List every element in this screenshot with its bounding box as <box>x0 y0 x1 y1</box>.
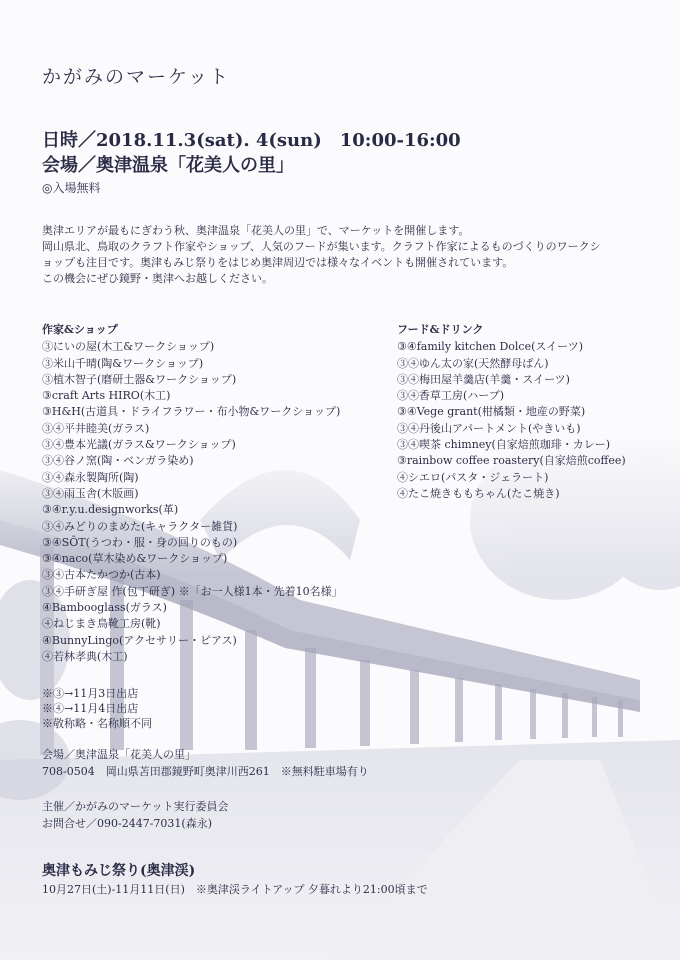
note-line: ※敬称略・名称順不同 <box>42 717 152 730</box>
market-title: かがみのマーケット <box>42 66 231 88</box>
list-item: ③④naco(草木染め&ワークショップ) <box>42 552 228 566</box>
contact-phone: お問合せ／090-2447-7031(森永) <box>42 817 212 830</box>
intro-paragraph <box>42 223 601 287</box>
list-item: ③④r.y.u.designworks(革) <box>42 503 179 517</box>
food-list-heading: フード&ドリンク <box>397 323 484 336</box>
list-item: ④BunnyLingo(アクセサリー・ピアス) <box>42 633 237 647</box>
festival-detail: 10月27日(土)-11月11日(日) ※奥津渓ライトアップ 夕暮れより21:00頃まで <box>42 883 428 896</box>
list-item: ④ねじまき鳥靴工房(靴) <box>42 617 161 631</box>
list-item: ③④香草工房(ハーブ) <box>397 389 505 403</box>
note-line: ※④→11月4日出店 <box>42 702 139 715</box>
vendor-list-heading: 作家&ショップ <box>42 323 118 336</box>
list-item: ③④丹後山アパートメント(やきいも) <box>397 421 581 435</box>
food-drink-list <box>397 322 626 502</box>
list-item: ③④family kitchen Dolce(スイーツ) <box>397 340 584 354</box>
list-item: ③④ゆん太の家(天然酵母ぱん) <box>397 356 549 370</box>
intro-line: 岡山県北、鳥取のクラフト作家やショップ、人気のフードが集います。クラフト作家によるものづくりのワークシ <box>42 240 601 253</box>
list-item: ③④平井睦美(ガラス) <box>42 421 150 435</box>
organizer-info <box>42 798 228 832</box>
list-item: ③④豊本光議(ガラス&ワークショップ) <box>42 438 236 452</box>
venue-address: 708-0504 岡山県苫田郡鏡野町奥津川西261 ※無料駐車場有り <box>42 765 369 778</box>
list-item: ④シエロ(パスタ・ジェラート) <box>397 470 549 484</box>
list-item: ④たこ焼きももちゃん(たこ焼き) <box>397 486 560 500</box>
venue-info <box>42 746 369 780</box>
list-item: ④Bambooglass(ガラス) <box>42 601 167 615</box>
event-venue: 会場／奥津温泉「花美人の里」 <box>42 155 294 176</box>
intro-line: この機会にぜひ鏡野・奥津へお越しください。 <box>42 272 273 285</box>
list-item: ③④古本たかつか(古本) <box>42 568 161 582</box>
vendor-list <box>42 322 343 665</box>
list-item: ③④Vege grant(柑橘類・地産の野菜) <box>397 405 586 419</box>
free-entry-note: ◎入場無料 <box>42 181 101 195</box>
list-item: ③④みどりのまめた(キャラクター雑貨) <box>42 519 238 533</box>
festival-title: 奥津もみじ祭り(奥津渓) <box>42 863 196 879</box>
event-datetime: 日時／2018.11.3(sat). 4(sun) 10:00-16:00 <box>42 130 461 151</box>
list-item: ③④手研ぎ屋 作(包丁研ぎ) ※「お一人様1本・先着10名様」 <box>42 584 343 598</box>
list-item: ③④SŌT(うつわ・服・身の回りのもの) <box>42 535 238 549</box>
list-item: ③米山千晴(陶&ワークショップ) <box>42 356 204 370</box>
list-item: ③④梅田屋羊羹店(羊羹・スイーツ) <box>397 372 570 386</box>
list-item: ③④雨玉舎(木版画) <box>42 486 139 500</box>
list-item: ③rainbow coffee roastery(自家焙煎coffee) <box>397 454 626 468</box>
notes <box>42 686 152 731</box>
list-item: ③H&H(古道具・ドライフラワー・布小物&ワークショップ) <box>42 405 341 419</box>
list-item: ③craft Arts HIRO(木工) <box>42 389 171 403</box>
list-item: ④若林孝典(木工) <box>42 649 128 663</box>
list-item: ③④森永製陶所(陶) <box>42 470 139 484</box>
organizer-name: 主催／かがみのマーケット実行委員会 <box>42 800 229 813</box>
list-item: ③④谷ノ窯(陶・ベンガラ染め) <box>42 454 194 468</box>
list-item: ③④喫茶 chimney(自家焙煎珈琲・カレー) <box>397 438 611 452</box>
note-line: ※③→11月3日出店 <box>42 687 139 700</box>
list-item: ③にいの屋(木工&ワークショップ) <box>42 340 215 354</box>
venue-name: 会場／奥津温泉「花美人の里」 <box>42 748 196 761</box>
list-item: ③植木智子(磨研土器&ワークショップ) <box>42 372 237 386</box>
intro-line: ョップも注目です。奥津もみじ祭りをはじめ奥津周辺では様々なイベントも開催されています。 <box>42 256 514 269</box>
intro-line: 奥津エリアが最もにぎわう秋、奥津温泉「花美人の里」で、マーケットを開催します。 <box>42 224 470 237</box>
